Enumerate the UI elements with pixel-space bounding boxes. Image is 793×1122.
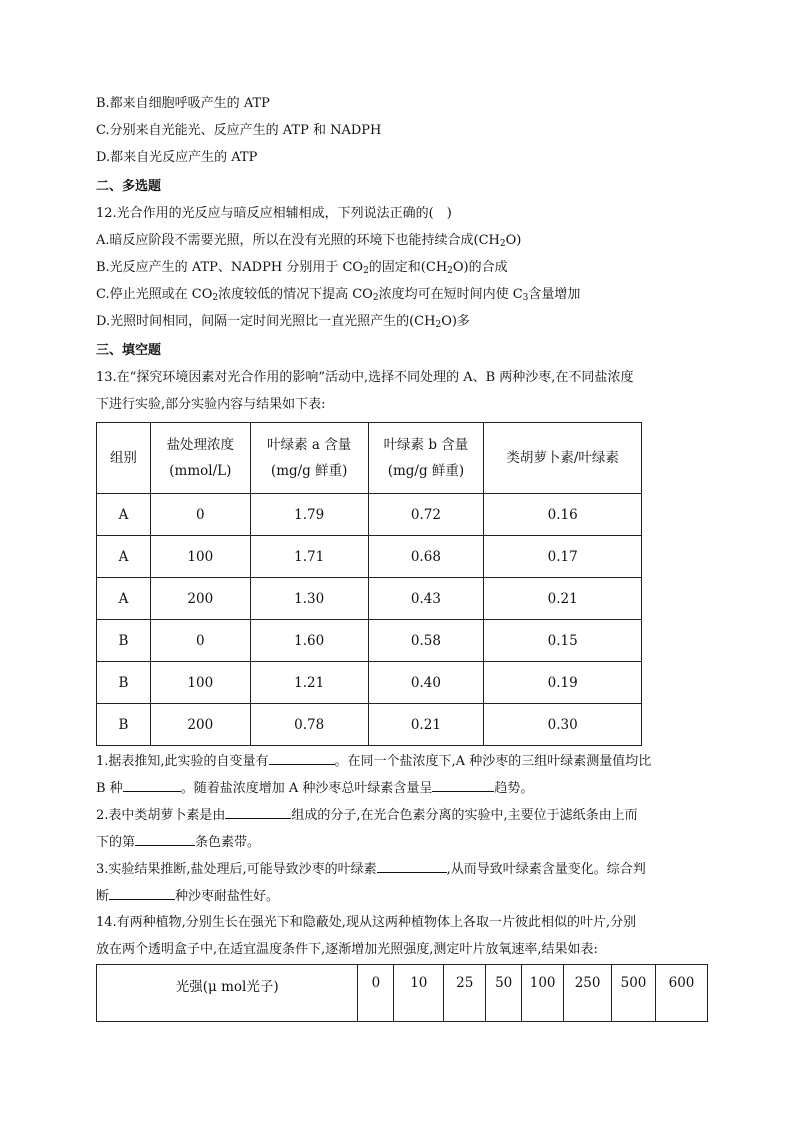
section-heading-fill-in: 三、填空题 xyxy=(96,343,162,358)
q13-sub2-text: 下的第 xyxy=(96,835,136,850)
table-row xyxy=(97,704,642,746)
q13-sub1-text: 。随着盐浓度增加 A 种沙枣总叶绿素含量呈 xyxy=(180,781,433,796)
q12-c-sub: 2 xyxy=(212,293,219,303)
q13-table-header-row xyxy=(97,423,642,494)
q13-sub1-text: 。在同一个盐浓度下,A 种沙枣的三组叶绿素测量值均比 xyxy=(334,754,652,769)
section-heading-multiple-choice: 二、多选题 xyxy=(96,179,162,194)
answer-blank[interactable] xyxy=(432,777,494,792)
answer-blank[interactable] xyxy=(109,885,175,900)
q13-header-chlorophyll-b: 叶绿素 b 含量 (mg/g 鲜重) xyxy=(368,423,484,494)
q12-c-sub2: 2 xyxy=(372,293,379,303)
table-cell: 100 xyxy=(150,536,250,578)
table-cell: 50 xyxy=(486,965,522,1022)
q12-stem: 12.光合作用的光反应与暗反应相辅相成，下列说法正确的( ) xyxy=(96,206,452,221)
table-cell: 10 xyxy=(394,965,444,1022)
table-row xyxy=(97,578,642,620)
q14-stem-line1: 14.有两种植物,分别生长在强光下和隐蔽处,现从这两种植物体上各取一片彼此相似的叶片,分别 xyxy=(96,915,637,930)
table-cell: A xyxy=(97,494,151,536)
q12-option-c xyxy=(96,285,580,305)
q14-light-table xyxy=(96,964,708,1022)
q12-b-text: B.光反应产生的 ATP、NADPH 分别用于 CO xyxy=(96,260,364,275)
table-cell: 1.21 xyxy=(250,662,368,704)
table-cell: 1.79 xyxy=(250,494,368,536)
table-cell: 0.19 xyxy=(484,662,642,704)
q12-option-b xyxy=(96,258,508,278)
table-cell: 1.60 xyxy=(250,620,368,662)
table-cell: 0 xyxy=(150,494,250,536)
table-cell: A xyxy=(97,536,151,578)
q13-stem-line1: 13.在“探究环境因素对光合作用的影响”活动中,选择不同处理的 A、B 两种沙枣,在不同盐浓度 xyxy=(96,370,634,385)
table-cell: 25 xyxy=(444,965,486,1022)
table-cell: B xyxy=(97,662,151,704)
table-cell: 0.43 xyxy=(368,578,484,620)
q13-sub3-line1 xyxy=(96,858,646,880)
q12-d-sub: 2 xyxy=(435,320,442,330)
q12-d-text: D.光照时间相同，间隔一定时间光照比一直光照产生的(CH xyxy=(96,314,436,329)
table-cell: 0.30 xyxy=(484,704,642,746)
q13-sub3-text: 种沙枣耐盐性好。 xyxy=(175,889,280,904)
q12-c-sub3: 3 xyxy=(522,293,529,303)
q12-c-text-end: 含量增加 xyxy=(528,287,581,302)
table-cell: 0.72 xyxy=(368,494,484,536)
table-row xyxy=(97,494,642,536)
table-cell: B xyxy=(97,704,151,746)
q13-sub1-text: B 种 xyxy=(96,781,123,796)
q13-data-table xyxy=(96,422,642,746)
q13-sub2-line1 xyxy=(96,804,638,826)
table-cell: 0.16 xyxy=(484,494,642,536)
table-cell: 200 xyxy=(150,704,250,746)
q13-sub1-line1 xyxy=(96,750,651,772)
q13-sub2-line2 xyxy=(96,831,260,853)
q13-sub2-text: 2.表中类胡萝卜素是由 xyxy=(96,808,226,823)
table-cell: 0.78 xyxy=(250,704,368,746)
q13-stem-line2: 下进行实验,部分实验内容与结果如下表: xyxy=(96,397,326,412)
q13-header-chlorophyll-a: 叶绿素 a 含量 (mg/g 鲜重) xyxy=(250,423,368,494)
table-cell: 1.71 xyxy=(250,536,368,578)
table-cell: 0.21 xyxy=(484,578,642,620)
q12-b-text-mid: 的固定和(CH xyxy=(368,260,448,275)
table-cell: A xyxy=(97,578,151,620)
option-b-prev: B.都来自细胞呼吸产生的 ATP xyxy=(96,96,270,111)
answer-blank[interactable] xyxy=(269,750,335,765)
q13-header-salt-concentration: 盐处理浓度 (mmol/L) xyxy=(150,423,250,494)
table-cell: 0 xyxy=(358,965,394,1022)
q14-stem-line2: 放在两个透明盒子中,在适宜温度条件下,逐渐增加光照强度,测定叶片放氧速率,结果如表: xyxy=(96,942,598,957)
table-cell: 100 xyxy=(522,965,564,1022)
q12-option-a xyxy=(96,231,521,251)
q12-option-d xyxy=(96,312,470,332)
table-cell: 0.40 xyxy=(368,662,484,704)
q13-sub1-line2 xyxy=(96,777,533,799)
table-cell: 0.58 xyxy=(368,620,484,662)
answer-blank[interactable] xyxy=(377,858,447,873)
answer-blank[interactable] xyxy=(123,777,181,792)
table-row xyxy=(97,662,642,704)
q12-a-sub: 2 xyxy=(499,239,506,249)
q13-sub3-text: 断 xyxy=(96,889,110,904)
table-cell: 0.21 xyxy=(368,704,484,746)
table-cell: 1.30 xyxy=(250,578,368,620)
q12-b-sub2: 2 xyxy=(447,266,453,276)
table-cell: 100 xyxy=(150,662,250,704)
q13-sub3-text: ,从而导致叶绿素含量变化。综合判 xyxy=(446,862,646,877)
q12-b-text-end: O)的合成 xyxy=(452,260,508,275)
table-cell: 0 xyxy=(150,620,250,662)
q14-light-label: 光强(μ mol光子) xyxy=(97,965,358,1022)
q12-c-text: C.停止光照或在 CO xyxy=(96,287,213,302)
table-cell: B xyxy=(97,620,151,662)
q13-header-group: 组别 xyxy=(97,423,151,494)
option-c-prev: C.分别来自光能光、反应产生的 ATP 和 NADPH xyxy=(96,123,382,138)
table-cell: 600 xyxy=(656,965,708,1022)
table-cell: 200 xyxy=(150,578,250,620)
q12-b-sub: 2 xyxy=(363,266,369,276)
q13-sub2-text: 组成的分子,在光合色素分离的实验中,主要位于滤纸条由上而 xyxy=(291,808,638,823)
q12-c-text-mid2: 浓度均可在短时间内使 C xyxy=(378,287,523,302)
q13-sub1-text: 1.据表推知,此实验的自变量有 xyxy=(96,754,269,769)
table-row xyxy=(97,620,642,662)
q13-sub2-text: 条色素带。 xyxy=(195,835,261,850)
table-cell: 0.68 xyxy=(368,536,484,578)
table-cell: 500 xyxy=(612,965,656,1022)
answer-blank[interactable] xyxy=(135,831,195,846)
q13-sub1-text: 趋势。 xyxy=(494,781,534,796)
table-cell: 0.17 xyxy=(484,536,642,578)
answer-blank[interactable] xyxy=(225,804,291,819)
q12-d-text-end: O)多 xyxy=(441,314,470,329)
q13-sub3-line2 xyxy=(96,885,279,907)
q12-a-text-end: O) xyxy=(505,233,522,248)
option-d-prev: D.都来自光反应产生的 ATP xyxy=(96,150,258,165)
q12-a-text: A.暗反应阶段不需要光照，所以在没有光照的环境下也能持续合成(CH xyxy=(96,233,500,248)
table-cell: 250 xyxy=(564,965,612,1022)
q13-sub3-text: 3.实验结果推断,盐处理后,可能导致沙枣的叶绿素 xyxy=(96,862,377,877)
table-row xyxy=(97,536,642,578)
table-row xyxy=(97,965,708,1022)
q13-header-carotenoid-ratio: 类胡萝卜素/叶绿素 xyxy=(484,423,642,494)
table-cell: 0.15 xyxy=(484,620,642,662)
q12-c-text-mid: 浓度较低的情况下提高 CO xyxy=(218,287,373,302)
